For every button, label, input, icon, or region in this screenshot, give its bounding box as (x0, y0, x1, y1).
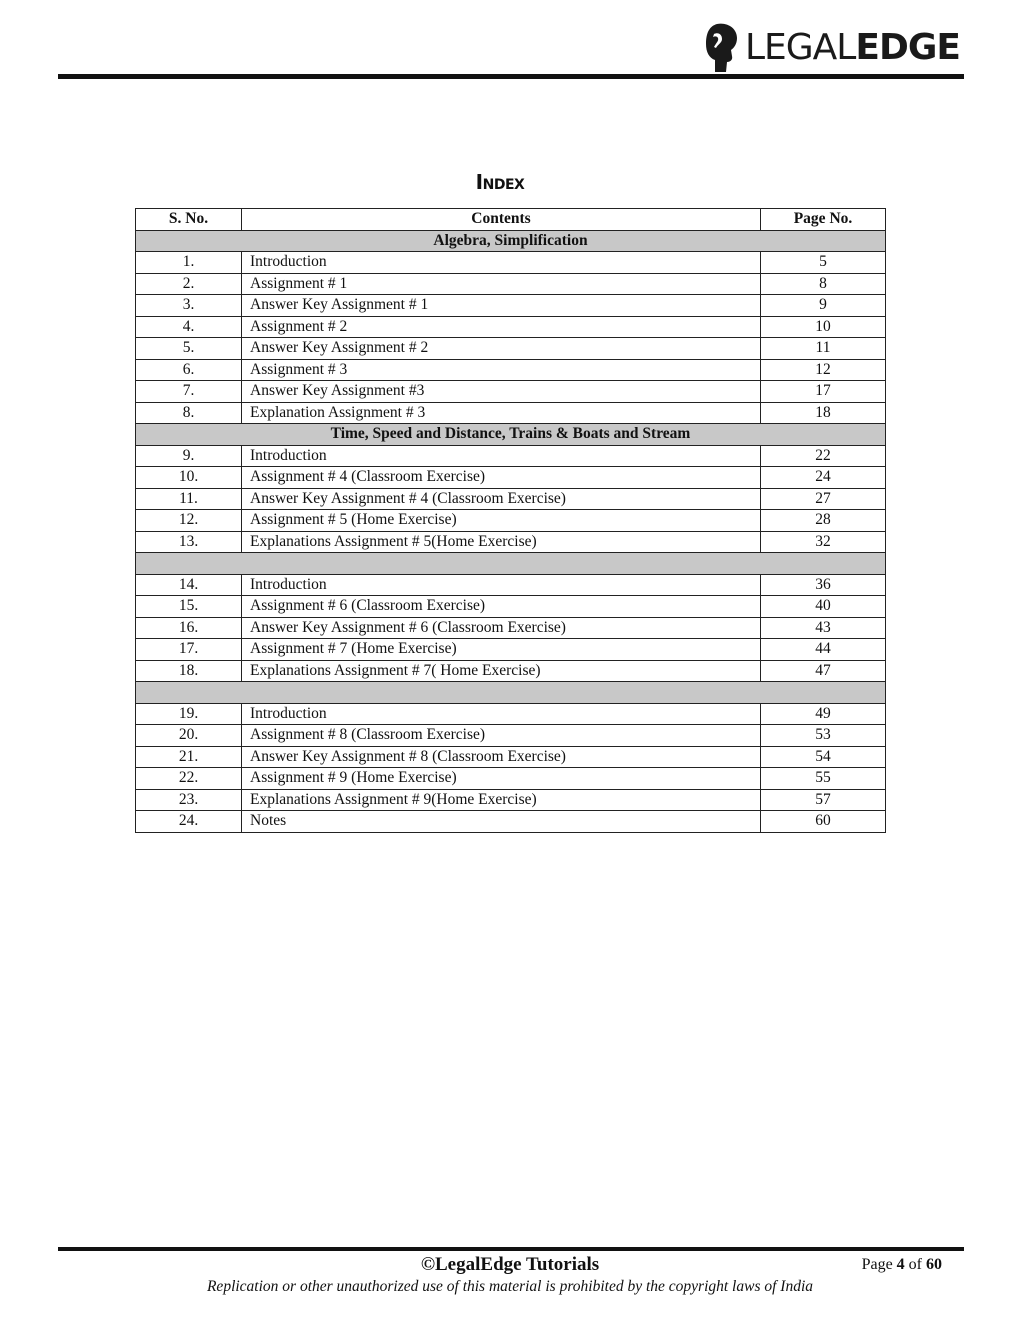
cell-contents: Answer Key Assignment # 6 (Classroom Exercise) (242, 617, 761, 639)
section-row (136, 682, 886, 704)
cell-sno: 3. (136, 295, 242, 317)
table-row (136, 617, 886, 639)
table-row (136, 768, 886, 790)
section-row (136, 230, 886, 252)
cell-contents: Explanations Assignment # 7( Home Exercise) (242, 660, 761, 682)
cell-sno: 10. (136, 467, 242, 489)
section-title (136, 682, 886, 704)
cell-page: 27 (761, 488, 886, 510)
cell-contents: Introduction (242, 252, 761, 274)
table-row (136, 811, 886, 833)
cell-page: 36 (761, 574, 886, 596)
table-row (136, 789, 886, 811)
cell-contents: Assignment # 9 (Home Exercise) (242, 768, 761, 790)
cell-page: 55 (761, 768, 886, 790)
cell-contents: Assignment # 3 (242, 359, 761, 381)
cell-contents: Answer Key Assignment # 8 (Classroom Exercise) (242, 746, 761, 768)
table-body (136, 230, 886, 832)
table-row (136, 295, 886, 317)
cell-page: 44 (761, 639, 886, 661)
cell-page: 12 (761, 359, 886, 381)
cell-sno: 24. (136, 811, 242, 833)
cell-sno: 19. (136, 703, 242, 725)
section-title (136, 553, 886, 575)
cell-page: 40 (761, 596, 886, 618)
cell-sno: 2. (136, 273, 242, 295)
cell-page: 54 (761, 746, 886, 768)
cell-page: 10 (761, 316, 886, 338)
cell-sno: 23. (136, 789, 242, 811)
table-row (136, 467, 886, 489)
cell-contents: Answer Key Assignment # 4 (Classroom Exercise) (242, 488, 761, 510)
footer-rule (58, 1247, 964, 1251)
table-row (136, 316, 886, 338)
cell-contents: Assignment # 2 (242, 316, 761, 338)
table-row (136, 273, 886, 295)
index-table (135, 208, 886, 833)
cell-sno: 5. (136, 338, 242, 360)
cell-sno: 13. (136, 531, 242, 553)
cell-sno: 7. (136, 381, 242, 403)
cell-sno: 11. (136, 488, 242, 510)
cell-sno: 4. (136, 316, 242, 338)
table-row (136, 488, 886, 510)
table-header-row (136, 209, 886, 231)
cell-sno: 16. (136, 617, 242, 639)
page-number: Page 4 of 60 (861, 1256, 942, 1273)
cell-page: 8 (761, 273, 886, 295)
cell-page: 57 (761, 789, 886, 811)
cell-contents: Assignment # 7 (Home Exercise) (242, 639, 761, 661)
cell-contents: Assignment # 4 (Classroom Exercise) (242, 467, 761, 489)
table-row (136, 252, 886, 274)
cell-page: 24 (761, 467, 886, 489)
cell-contents: Explanation Assignment # 3 (242, 402, 761, 424)
table-row (136, 531, 886, 553)
cell-contents: Assignment # 8 (Classroom Exercise) (242, 725, 761, 747)
header-sno: S. No. (136, 209, 242, 231)
cell-page: 5 (761, 252, 886, 274)
cell-sno: 22. (136, 768, 242, 790)
section-title: Time, Speed and Distance, Trains & Boats and Stream (136, 424, 886, 446)
cell-page: 17 (761, 381, 886, 403)
cell-page: 18 (761, 402, 886, 424)
section-title: Algebra, Simplification (136, 230, 886, 252)
table-row (136, 703, 886, 725)
cell-sno: 12. (136, 510, 242, 532)
cell-page: 49 (761, 703, 886, 725)
logo-wordmark: LEGALEDGE (744, 27, 960, 68)
table-row (136, 725, 886, 747)
cell-contents: Explanations Assignment # 9(Home Exercise) (242, 789, 761, 811)
brand-logo (703, 22, 960, 74)
table-row (136, 445, 886, 467)
table-row (136, 402, 886, 424)
head-profile-icon (703, 22, 739, 74)
footer-title: ©LegalEdge Tutorials (420, 1254, 600, 1275)
cell-page: 60 (761, 811, 886, 833)
cell-contents: Explanations Assignment # 5(Home Exercise) (242, 531, 761, 553)
cell-sno: 18. (136, 660, 242, 682)
page-title: Index (475, 170, 525, 194)
cell-page: 53 (761, 725, 886, 747)
cell-page: 11 (761, 338, 886, 360)
header-rule (58, 74, 964, 79)
table-row (136, 338, 886, 360)
cell-page: 9 (761, 295, 886, 317)
cell-contents: Introduction (242, 574, 761, 596)
section-row (136, 424, 886, 446)
cell-sno: 17. (136, 639, 242, 661)
cell-page: 32 (761, 531, 886, 553)
cell-contents: Answer Key Assignment # 2 (242, 338, 761, 360)
cell-contents: Introduction (242, 703, 761, 725)
cell-contents: Assignment # 5 (Home Exercise) (242, 510, 761, 532)
cell-contents: Introduction (242, 445, 761, 467)
table-row (136, 359, 886, 381)
section-row (136, 553, 886, 575)
table-row (136, 510, 886, 532)
cell-contents: Answer Key Assignment #3 (242, 381, 761, 403)
cell-contents: Assignment # 1 (242, 273, 761, 295)
cell-sno: 6. (136, 359, 242, 381)
cell-page: 22 (761, 445, 886, 467)
cell-sno: 20. (136, 725, 242, 747)
table-row (136, 639, 886, 661)
table-row (136, 660, 886, 682)
cell-contents: Assignment # 6 (Classroom Exercise) (242, 596, 761, 618)
cell-contents: Answer Key Assignment # 1 (242, 295, 761, 317)
cell-page: 43 (761, 617, 886, 639)
cell-sno: 9. (136, 445, 242, 467)
copyright-note: Replication or other unauthorized use of this material is prohibited by the copyright laws of India (206, 1278, 814, 1295)
cell-sno: 14. (136, 574, 242, 596)
header-contents: Contents (242, 209, 761, 231)
table-row (136, 746, 886, 768)
cell-sno: 21. (136, 746, 242, 768)
table-row (136, 596, 886, 618)
cell-contents: Notes (242, 811, 761, 833)
table-row (136, 574, 886, 596)
cell-sno: 8. (136, 402, 242, 424)
cell-page: 28 (761, 510, 886, 532)
header-page: Page No. (761, 209, 886, 231)
table-row (136, 381, 886, 403)
cell-sno: 1. (136, 252, 242, 274)
cell-page: 47 (761, 660, 886, 682)
cell-sno: 15. (136, 596, 242, 618)
